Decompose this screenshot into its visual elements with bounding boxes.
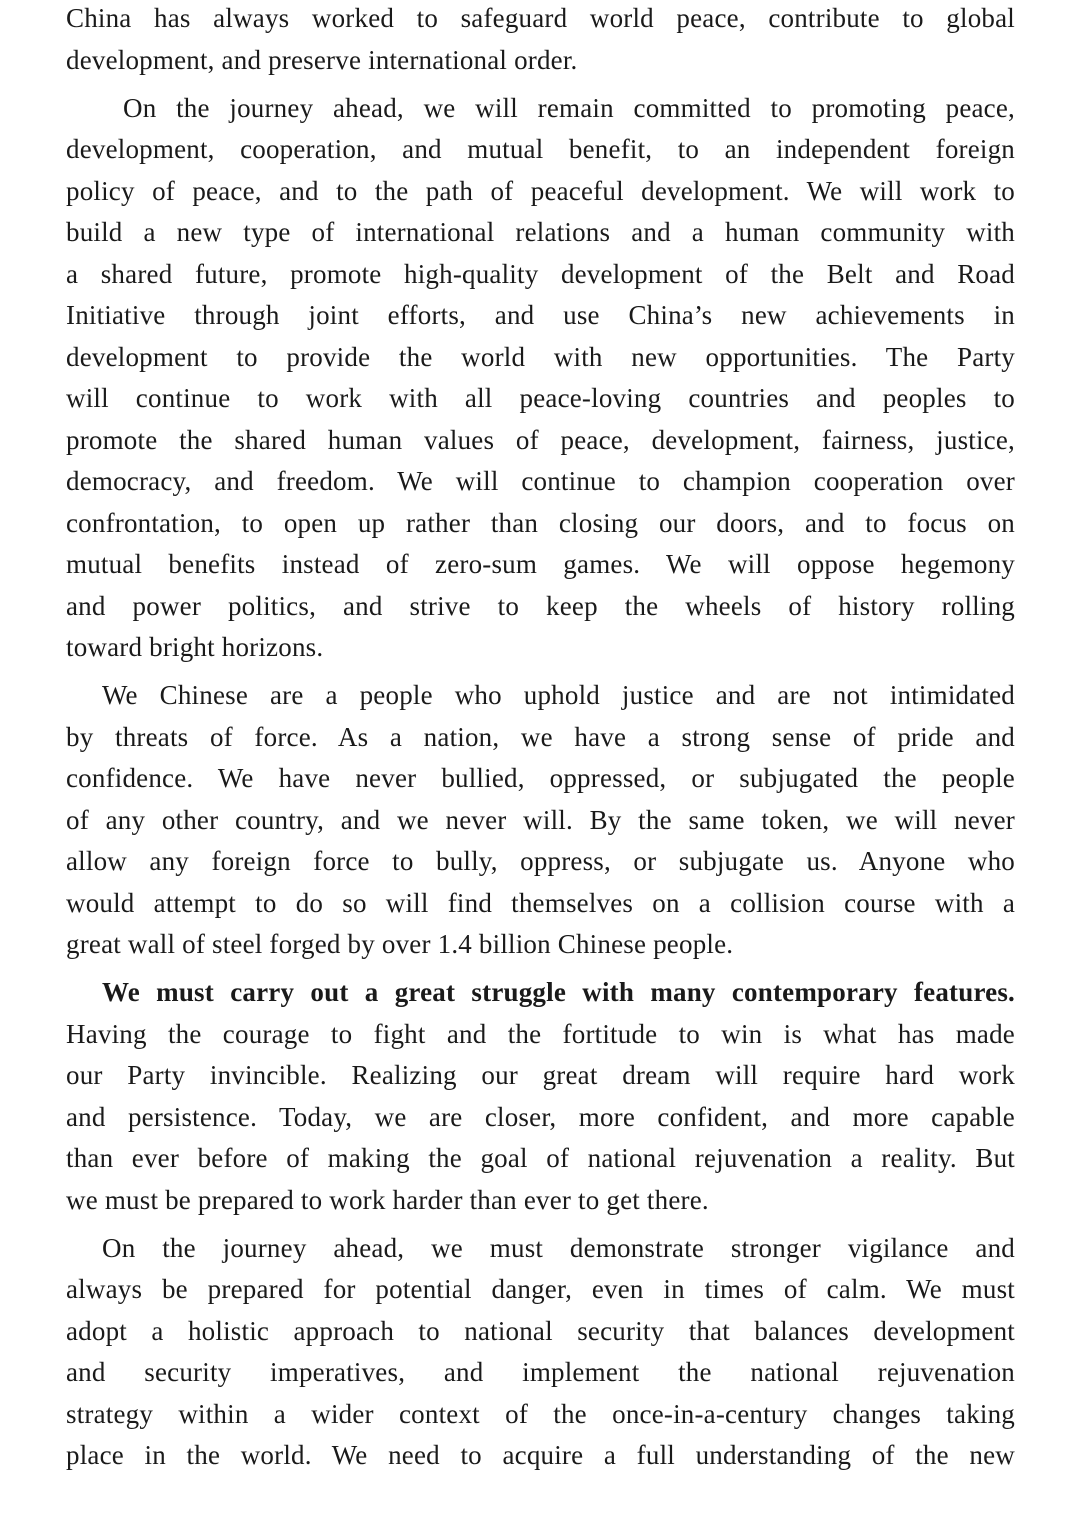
text-line: China has always worked to safeguard world peace, contribute to global [66, 3, 1015, 33]
text-line: development, cooperation, and mutual benefit, to an independent foreign [66, 134, 1015, 164]
text-line: development, and preserve international order. [66, 44, 578, 75]
text-line: would attempt to do so will find themselves on a collision course with a [66, 887, 1015, 918]
text-line: great wall of steel forged by over 1.4 billion Chinese people. [66, 929, 734, 959]
paragraph-great-struggle [66, 972, 1015, 1221]
text-line: build a new type of international relations and a human community with [66, 217, 1015, 247]
text-line: confidence. We have never bullied, oppressed, or subjugated the people [66, 763, 1015, 793]
text-line: we must be prepared to work harder than ever to get there. [66, 1184, 709, 1215]
text-line: On the journey ahead, we will remain committed to promoting peace, [123, 92, 1015, 123]
text-line: toward bright horizons. [66, 632, 324, 662]
text-line: will continue to work with all peace-loving countries and peoples to [66, 383, 1015, 413]
text-line: Having the courage to fight and the fortitude to win is what has made [66, 1018, 1015, 1049]
text-line: of any other country, and we never will. By the same token, we will never [66, 804, 1015, 835]
text-line: We Chinese are a people who uphold justice and are not intimidated [102, 680, 1015, 710]
text-line: a shared future, promote high-quality development of the Belt and Road [66, 258, 1015, 289]
text-line: democracy, and freedom. We will continue to champion cooperation over [66, 466, 1015, 496]
document-page [66, 0, 1015, 1477]
text-line: mutual benefits instead of zero-sum games. We will oppose hegemony [66, 549, 1015, 579]
paragraph-continuation [66, 0, 1015, 81]
text-line: our Party invincible. Realizing our great dream will require hard work [66, 1060, 1015, 1090]
paragraph-chinese-people [66, 675, 1015, 966]
paragraph-vigilance [66, 1228, 1015, 1477]
paragraph-peaceful-development [66, 88, 1015, 669]
text-line: and security imperatives, and implement the national rejuvenation [66, 1357, 1015, 1387]
text-line: by threats of force. As a nation, we have a strong sense of pride and [66, 721, 1015, 752]
text-line: and persistence. Today, we are closer, more confident, and more capable [66, 1101, 1015, 1132]
text-line: always be prepared for potential danger, even in times of calm. We must [66, 1274, 1015, 1304]
text-line: promote the shared human values of peace, development, fairness, justice, [66, 424, 1015, 455]
text-line: allow any foreign force to bully, oppress, or subjugate us. Anyone who [66, 846, 1015, 876]
text-line: Initiative through joint efforts, and use China’s new achievements in [66, 300, 1015, 330]
bold-heading-sentence: We must carry out a great struggle with many contemporary features. [102, 977, 1015, 1007]
text-line: adopt a holistic approach to national security that balances development [66, 1315, 1015, 1346]
text-line: policy of peace, and to the path of peaceful development. We will work to [66, 175, 1015, 206]
text-line: place in the world. We need to acquire a full understanding of the new [66, 1440, 1015, 1470]
text-line: and power politics, and strive to keep the wheels of history rolling [66, 590, 1015, 621]
text-line: strategy within a wider context of the once-in-a-century changes taking [66, 1398, 1015, 1429]
text-line: On the journey ahead, we must demonstrate stronger vigilance and [102, 1232, 1015, 1263]
text-line: development to provide the world with new opportunities. The Party [66, 341, 1015, 372]
text-line: confrontation, to open up rather than closing our doors, and to focus on [66, 507, 1015, 538]
text-line: than ever before of making the goal of national rejuvenation a reality. But [66, 1143, 1015, 1173]
